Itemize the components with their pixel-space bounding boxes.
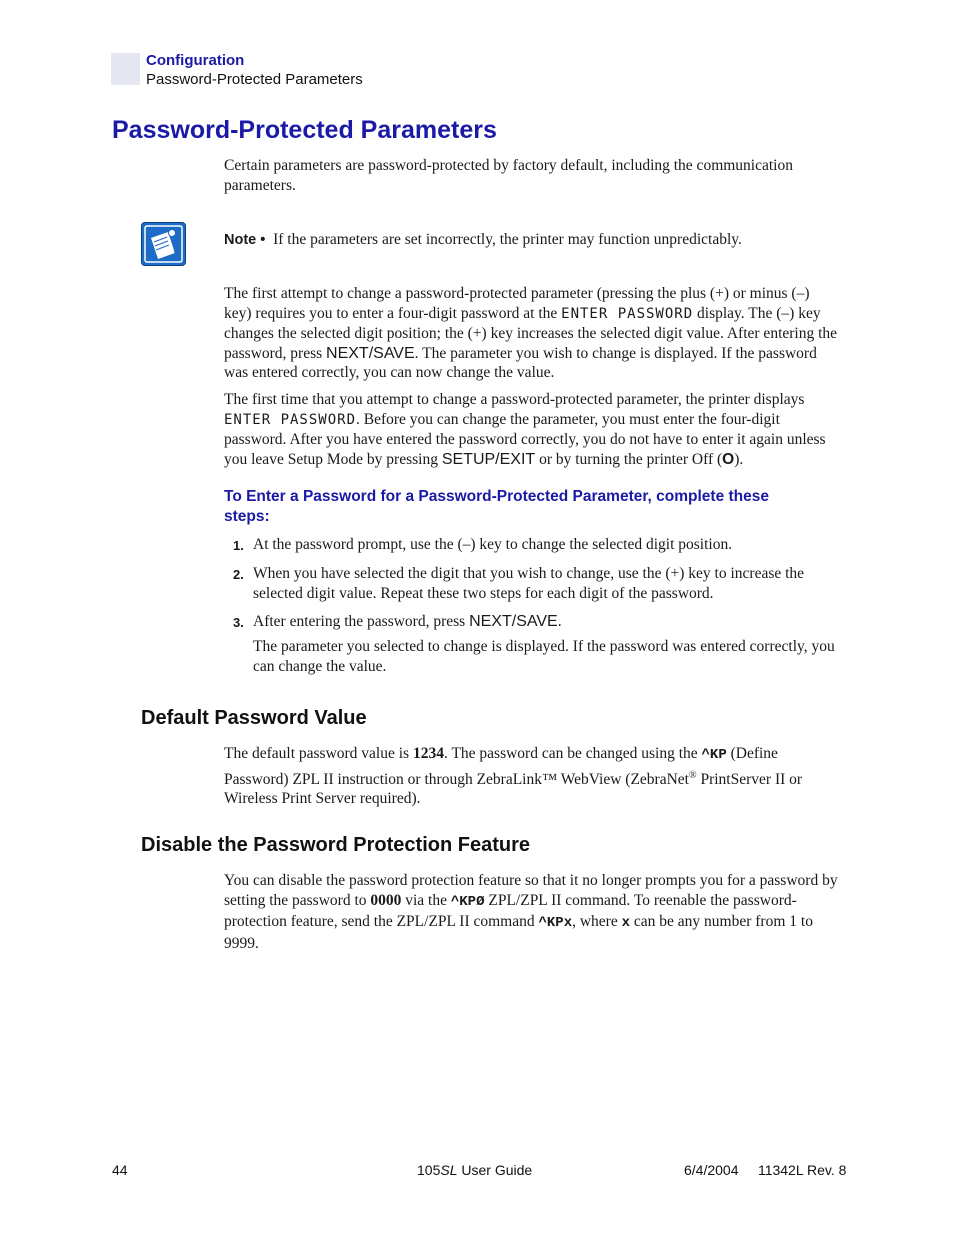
key-next-save: NEXT/SAVE: [326, 344, 415, 362]
off-symbol: O: [722, 450, 735, 468]
footer-guide-prefix: 105: [417, 1162, 441, 1178]
step-text-part: .: [557, 613, 562, 630]
step-result: The parameter you selected to change is displayed. If the password was entered correctly, you can change the value.: [253, 638, 835, 675]
lcd-display-text: ENTER PASSWORD: [561, 305, 694, 322]
step-text: When you have selected the digit that you wish to change, use the (+) key to increase the selected digit value. Repeat these two steps for each digit of the password.: [253, 565, 805, 602]
paragraph-text: . The parameter you wish to change is displayed. If the password was entered correctly, you can now change the value.: [224, 344, 817, 381]
footer-page-number: 44: [112, 1162, 128, 1178]
footer-date-revision: 6/4/2004 11342L Rev. 8: [684, 1162, 847, 1178]
step-text: [253, 612, 843, 632]
step-text-part: After entering the password, press: [253, 613, 466, 630]
note: [224, 230, 839, 251]
paragraph-text: . Before you can change the parameter, you must enter the four-digit password. After you have entered the password correctly, you do not have to enter it again unless you leave Setup Mode by pressing: [224, 410, 826, 468]
key-next-save: NEXT/SAVE: [469, 613, 558, 630]
paragraph-text: or by turning the printer Off (: [539, 450, 723, 468]
paragraph-text: The default password value is: [224, 745, 410, 762]
command-kpx: ^KPx: [538, 915, 573, 931]
lcd-display-text: ENTER PASSWORD: [224, 411, 357, 428]
page-title: Password-Protected Parameters: [112, 116, 497, 144]
paragraph-text: , where: [572, 913, 618, 930]
paragraph-text: (Define Password) ZPL II instruction or through ZebraLink™ WebView (ZebraNet: [224, 745, 778, 788]
footer-guide-suffix: User Guide: [457, 1162, 533, 1178]
section-heading-disable-protection: Disable the Password Protection Feature: [141, 834, 530, 856]
command-kp: ^KP: [701, 747, 727, 763]
paragraph-text: ZPL/ZPL II command. To reenable the password-protection feature, send the ZPL/ZPL II command: [224, 891, 797, 930]
footer-guide-title: [417, 1162, 532, 1178]
paragraph-text: The first attempt to change a password-protected parameter (pressing the plus (+) or minus (–) key) requires you to enter a four-digit password at the: [224, 285, 810, 322]
header-subsection: Password-Protected Parameters: [146, 71, 363, 88]
paragraph-first-attempt: [224, 284, 840, 383]
step-number: 2.: [233, 567, 244, 582]
procedure-heading: To Enter a Password for a Password-Protected Parameter, complete these steps:: [224, 488, 769, 525]
paragraph-text: ).: [734, 450, 744, 468]
header-section: Configuration: [146, 52, 245, 69]
paragraph-text: PrintServer II or Wireless Print Server required).: [224, 770, 803, 808]
paragraph-text: display. The (–) key changes the selected digit position; the (+) key increases the selected digit value. After entering the password, press: [224, 304, 838, 362]
paragraph-text: . The password can be changed using the: [443, 745, 698, 762]
note-icon: [141, 222, 186, 266]
key-setup-exit: SETUP/EXIT: [441, 450, 536, 468]
paragraph-text: You can disable the password protection feature so that it no longer prompts you for a password by setting the password to: [224, 872, 838, 909]
default-password-value: 1234: [412, 745, 444, 762]
step-text: At the password prompt, use the (–) key to change the selected digit position.: [253, 536, 733, 553]
paragraph-text: can be any number from 1 to 9999.: [224, 913, 813, 952]
paragraph-text: The first time that you attempt to change a password-protected parameter, the printer displays: [224, 391, 805, 408]
disable-password-value: 0000: [370, 891, 402, 909]
paragraph-text: via the: [405, 891, 447, 909]
variable-x: x: [621, 915, 631, 931]
note-text: If the parameters are set incorrectly, the printer may function unpredictably.: [273, 231, 742, 248]
footer-guide-italic: SL: [440, 1162, 458, 1178]
intro-paragraph: Certain parameters are password-protected by factory default, including the communication parameters.: [224, 157, 793, 194]
paragraph-first-time: [224, 390, 840, 469]
step-number: 3.: [233, 615, 244, 630]
paragraph-default-password: [224, 744, 840, 809]
note-label: Note •: [224, 232, 266, 248]
section-heading-default-password: Default Password Value: [141, 707, 367, 729]
command-kp0: ^KPØ: [450, 893, 485, 910]
step-number: 1.: [233, 538, 244, 553]
paragraph-disable-protection: [224, 871, 840, 953]
header-marker: [111, 53, 140, 85]
registered-mark: ®: [688, 769, 697, 781]
